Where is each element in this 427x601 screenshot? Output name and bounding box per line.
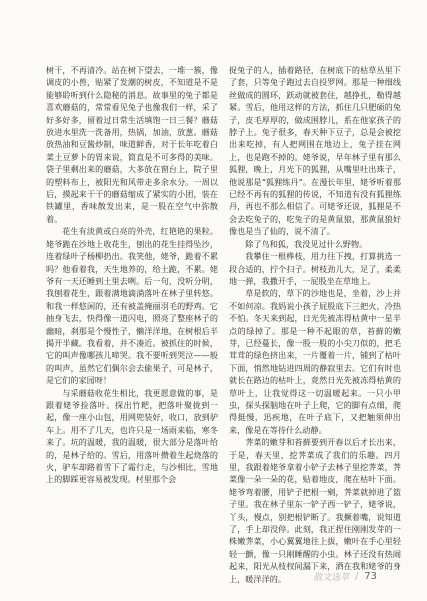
paragraph: 与采蘑菇收花生相比，我更愿意做的事，是跟着姥爷捡落叶。探出竹耙，把落叶聚拢到一起，像一座小山包，用网兜装好，收口，放到驴车上。用不了几天，也许只是一场雨来临，寒冬来了。坑的温暖，我的温暖，很大部分是落叶给的，是林子给的。雪后，用落叶攒着生起烧落的火，驴车却路着雪下了霜行走，与沙相比，雪地上的脚踩更容易被发现。村里那个会: [46, 387, 218, 485]
paragraph: 草是软的，草下的沙地也是，坐着，沙上并不如何凉。我妈说小孩子屁股底下三把火，冷热不怕。冬天来到起，日光先被冻得枯黄中一星半点的绿掉了。那是一种不起眼的草，苔藓的嫩芽，已经蔓长，像一股一股的小尖刀似的，把毛茸茸的绿色挤出来，一片覆着一片，铺到了枯叶下面，悄然地钻进四周的静寂里去。它们有时也就长在路边的枯叶上，竟然日光先被冻得枯黄的草叶上，让我觉得这一切温暖起来。一只小甲虫，探头探脑地在叶子上爬，它的脚有点细，爬得挺慢，迅疾地，在叶子底下，又把触须伸出来，像是在等待什么动静。: [229, 288, 401, 435]
right-text-column: [229, 64, 401, 585]
footer-separator: /: [355, 571, 359, 582]
paragraph: 荠菜的嫩芽和苔藓要到开春以后才长出来，于是，春天里，挖荠菜成了我们的乐趣。四月里，我跟着姥爷拿着小铲子去林子里挖荠菜，荠菜像一朵一朵的花，贴着地皮，爬在枯叶下面。姥爷弯着腰，用铲子把根一剜，荠菜就掉进了篮子里。我在林子里东一铲子西一铲子，姥爷说，丫头，慢点，别把根铲断了。我撅着嘴，说知道了，手上却没停。此刻，我正捏住刚刚发芽的一株嫩荠菜，小心翼翼地往上拔，嫩叶在手心里轻轻一颤，像一只刚睡醒的小虫。林子还没有热闹起来，阳光从枝杈间漏下来，洒在我和姥爷的身上，暖洋洋的。: [229, 437, 401, 584]
paragraph: 除了鸟和狐，我没见过什么野物。: [245, 238, 368, 249]
page-footer: [313, 570, 377, 583]
paragraph: 花生有淡黄或白亮的外壳，红艳艳的果粒。姥爷跪在沙地上收花生，刨出的花生挂得坠沙，连着绿叶子杨柳扔出。我笑他，姥爷，跪着不累吗？他看着我，天生地养的，给土跪，不累。姥爷有一天还睡到土里去咧。后一句，没听分明，我刨着花生，跟着满地滴淌落叶在林子里转悠。和我一样悠闲的，还有被盖掩丽羽毛的野鸡。它抽身飞去，快得像一道闪电，照亮了整座林子的幽暗，刹那是个慢性子，懒洋洋地，在树根后半揭开半藏。我看着，并不凑近。被抓住的时候，它的叫声像哪孩儿啼哭。我不要听到哭泣——般的叫声，虽然它们偶尔会去偷果子，可是林子，是它们的家园呀！: [46, 226, 218, 386]
page-number: 73: [364, 571, 377, 582]
paragraph: 捉兔子的人，插着路径，在树底下的枯草丛里下了套，只等兔子跑过去自投罗网。那是一种细线丝做成的圆环，跃动就被套住，越挣扎，勒得越紧。雪后，他用这样的方法，抓住几只肥硕的兔子，皮毛厚厚的，做成围脖儿，系在他家孩子的脖子上。兔子很多，春天种下豆子，总是会被挖出来吃掉，有人把网围在地边上，兔子挂在网上，也是跑不掉的。姥爷说，早年林子里有那么狐狸，晚上，月光下的狐狸，从嘴里吐出珠子，他说那是“狐狸练丹”。在漫长年里，姥爷听着那已经不再有的狐狸的传说，不知道有没有狐狸练丹，再也不那么相信了。可姥爷还说，狐狸是不会去吃兔子的，吃兔子的是黄鼠狼，那黄鼠狼好像也是当了仙的，说不清了。: [229, 65, 401, 237]
paragraph: 我攀住一根桦枝，用力往下拽，打算挑选一段合适的，拧个扫子。树枝劲儿大，足了，柔柔地一弹，我撒开手，一屁股坐在草地上。: [229, 251, 401, 286]
publication-name: 散文选萃: [313, 573, 350, 583]
paragraph: 树干，不再清冷。站在树下望去，一堆一簇，像调皮的小兽，贴紧了发潮的树皮，不知道是不是能够聆听到什么隐秘的消息。故事里的兔子都是喜欢蘑菇的，常常看见兔子也像我们一样，采了好多好多，留着过日常生活填饱一日三餐？蘑菇放进水里洗一洗备用，热锅，加油，放葱。蘑菇放热油和豆酱炒制，味道鲜香，对于长年吃着白菜土豆萝卜的胃来说，简直是不可多得的美味。袋子里剩出来的蘑菇，大多放在窗台上，院子里的塑料布上，被阳光和风带走多余水分。一周以后，摸起来干干的蘑菇缩成了紧实的小团，装在铁罐里，香味散发出来，是一股在空气中弥散着。: [46, 65, 218, 224]
left-text-column: [46, 64, 218, 486]
